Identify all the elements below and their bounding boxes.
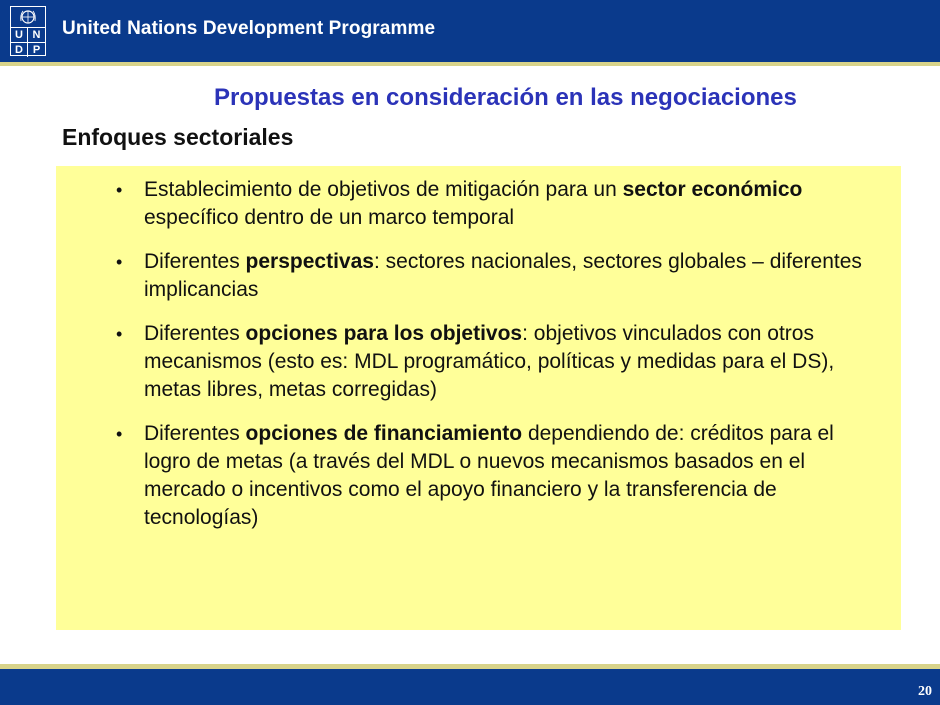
- bullet-text: : objetivos vinculados con otros mecanismos (esto es: MDL programático, políticas y medidas para el DS), metas libres, metas corregidas): [144, 322, 835, 401]
- un-emblem-icon: [11, 7, 45, 27]
- slide-title: Propuestas en consideración en las negociaciones: [214, 84, 797, 111]
- bullet-dot-icon: •: [116, 424, 123, 444]
- bullet-text: Establecimiento de objetivos de mitigación para un: [144, 178, 623, 201]
- slide-subtitle: Enfoques sectoriales: [62, 124, 294, 150]
- undp-logo-letters: [11, 27, 45, 55]
- bullet-text: específico dentro de un marco temporal: [144, 206, 515, 229]
- bullet-text: Diferentes: [144, 322, 246, 345]
- undp-logo: [10, 6, 46, 56]
- organization-name: United Nations Development Programme: [62, 18, 436, 39]
- content-box: [56, 166, 901, 630]
- bullet-item: [56, 320, 901, 404]
- logo-letter-d: D: [11, 42, 28, 57]
- logo-letter-p: P: [28, 42, 45, 57]
- bullet-dot-icon: •: [116, 324, 123, 344]
- bullet-text: Diferentes: [144, 250, 246, 273]
- header-divider: [0, 62, 940, 66]
- bullet-text: Diferentes: [144, 422, 246, 445]
- bullet-dot-icon: •: [116, 252, 123, 272]
- bullet-emphasis: sector económico: [622, 178, 803, 201]
- bullet-item: [56, 420, 901, 532]
- footer-band: [0, 669, 940, 705]
- logo-letter-n: N: [28, 27, 45, 42]
- bullet-list: [56, 176, 901, 548]
- bullet-text: dependiendo de: créditos para el logro de metas (a través del MDL o nuevos mecanismos basados en el mercado o incentivos como el apoyo financiero y la transferencia de tecnologías): [144, 422, 834, 529]
- bullet-text: : sectores nacionales, sectores globales – diferentes implicancias: [144, 250, 862, 301]
- logo-letter-u: U: [11, 27, 28, 42]
- bullet-item: [56, 248, 901, 304]
- header-band: [0, 0, 940, 62]
- bullet-dot-icon: •: [116, 180, 123, 200]
- bullet-emphasis: perspectivas: [245, 250, 374, 273]
- bullet-emphasis: opciones de financiamiento: [245, 422, 523, 445]
- bullet-emphasis: opciones para los objetivos: [245, 322, 523, 345]
- page-number: 20: [918, 684, 932, 699]
- bullet-item: [56, 176, 901, 232]
